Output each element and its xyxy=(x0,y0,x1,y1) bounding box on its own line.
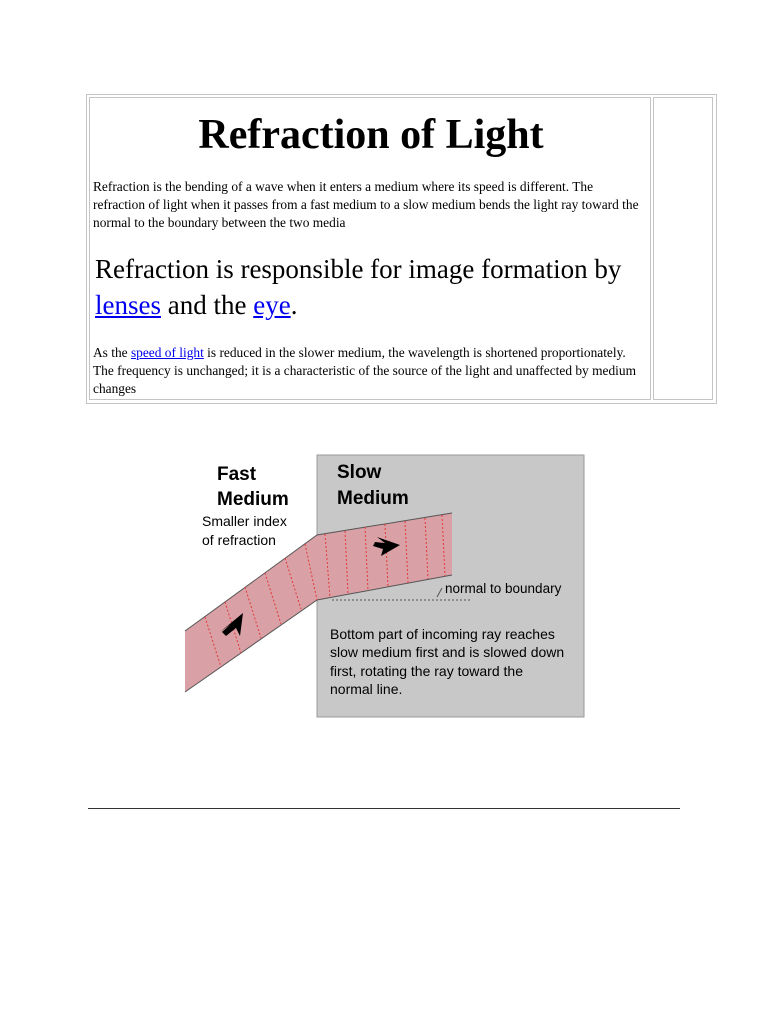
lead-paragraph xyxy=(95,251,650,323)
fast-medium-label-line2: Medium xyxy=(217,489,289,510)
normal-label: normal to boundary xyxy=(445,581,562,596)
refraction-diagram xyxy=(180,448,590,723)
eye-link[interactable]: eye xyxy=(253,290,291,320)
slow-medium-label-line2: Medium xyxy=(337,488,409,509)
fast-note-line1: Smaller index xyxy=(202,513,287,529)
detail-text-start: As the xyxy=(93,345,131,360)
lead-text-end: . xyxy=(290,290,298,320)
lead-text-middle: and the xyxy=(160,290,254,320)
speed-of-light-link[interactable]: speed of light xyxy=(130,345,204,360)
page-title: Refraction of Light xyxy=(198,112,544,158)
main-cell xyxy=(89,97,651,400)
content-table xyxy=(86,94,717,404)
intro-paragraph: Refraction is the bending of a wave when it enters a medium where its speed is different. The refraction of light when it passes from a fast medium to a slow medium bends the light ray toward the normal to the boundary between the two media xyxy=(93,179,639,230)
caption-line3: first, rotating the ray toward the xyxy=(330,663,523,679)
slow-medium-label-line1: Slow xyxy=(337,462,382,483)
detail-text-end: is reduced in the slower medium, the wavelength is shortened proportionately. The frequency is unchanged; it is a characteristic of the source of the light and unaffected by medium changes xyxy=(93,345,636,396)
lenses-link[interactable]: lenses xyxy=(95,290,161,320)
caption-line4: normal line. xyxy=(330,681,403,697)
lead-text-start: Refraction is responsible for image formation by xyxy=(95,254,622,284)
caption-line2: slow medium first and is slowed down xyxy=(330,644,565,660)
caption-line1: Bottom part of incoming ray reaches xyxy=(330,626,555,642)
fast-note-line2: of refraction xyxy=(202,532,276,548)
fast-medium-label-line1: Fast xyxy=(217,464,257,485)
detail-paragraph xyxy=(93,344,648,398)
side-cell xyxy=(653,97,713,400)
horizontal-rule xyxy=(88,808,680,809)
